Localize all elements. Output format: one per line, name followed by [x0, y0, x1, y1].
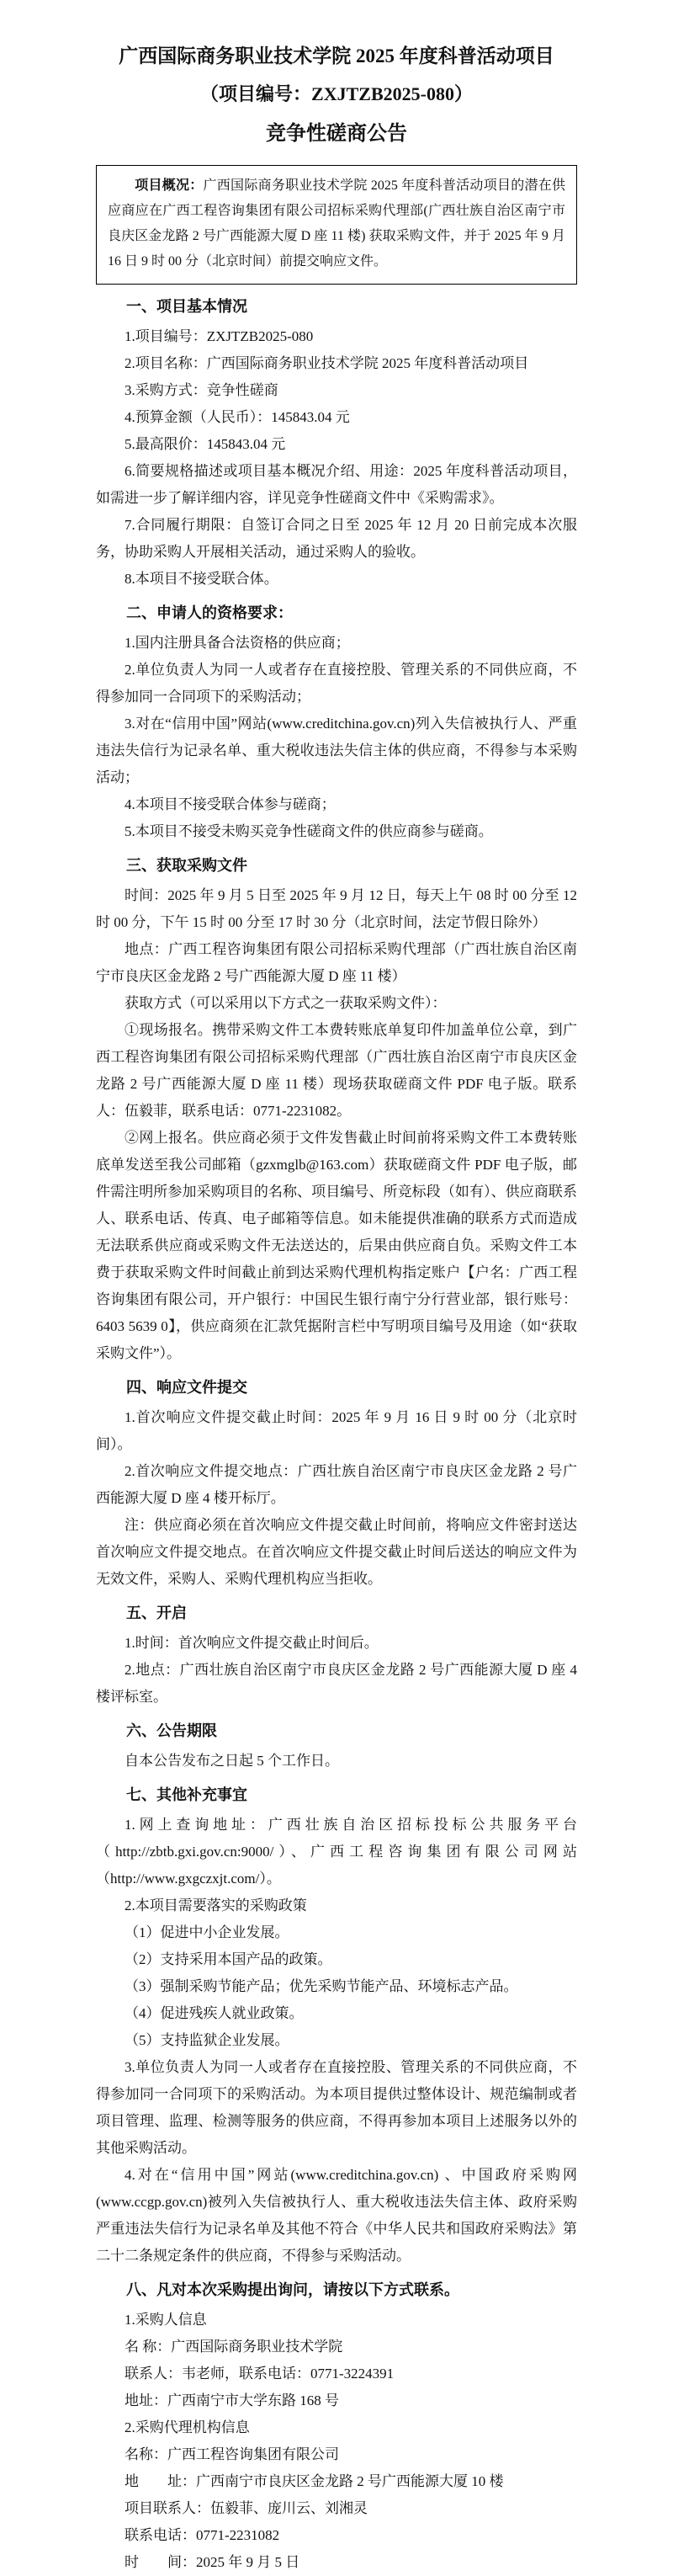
paragraph: 3.对在“信用中国”网站(www.creditchina.gov.cn)列入失信被执行人、严重违法失信行为记录名单、重大税收违法失信主体的供应商，不得参与本采购活动； — [96, 716, 577, 785]
document-title: 广西国际商务职业技术学院 2025 年度科普活动项目 — [119, 45, 554, 67]
paragraph: 时间：2025 年 9 月 5 日至 2025 年 9 月 12 日，每天上午 08 时 00 分至 12 时 00 分，下午 15 时 00 分至 17 时 30 分（北京时间，法定节假日除外） — [96, 887, 577, 930]
announcement-document — [96, 0, 577, 2576]
paragraph: 名称：广西工程咨询集团有限公司 — [125, 2446, 339, 2462]
paragraph: （3）强制采购节能产品；优先采购节能产品、环境标志产品。 — [125, 1978, 518, 1994]
paragraph: 1.采购人信息 — [125, 2312, 207, 2328]
paragraph: 注：供应商必须在首次响应文件提交截止时间前，将响应文件密封送达首次响应文件提交地点。在首次响应文件提交截止时间后送达的响应文件为无效文件，采购人、采购代理机构应当拒收。 — [96, 1517, 577, 1587]
section-heading: 八、凡对本次采购提出询问，请按以下方式联系。 — [126, 2281, 459, 2298]
document-body — [96, 293, 577, 2576]
paragraph: ①现场报名。携带采购文件工本费转账底单复印件加盖单位公章，到广西工程咨询集团有限公司招标采购代理部（广西壮族自治区南宁市良庆区金龙路 2 号广西能源大厦 D 座 11 楼）现场获取磋商文件 PDF 电子版。联系人：伍毅菲，联系电话：0771-2231082。 — [96, 1022, 577, 1119]
project-overview-label: 项目概况： — [135, 178, 204, 193]
paragraph: （2）支持采用本国产品的政策。 — [125, 1951, 332, 1967]
paragraph: 地 址：广西南宁市良庆区金龙路 2 号广西能源大厦 10 楼 — [125, 2473, 504, 2489]
section-heading: 五、开启 — [126, 1605, 187, 1621]
paragraph: 5.最高限价：145843.04 元 — [125, 436, 286, 452]
project-overview-box — [96, 165, 577, 285]
paragraph: 2.首次响应文件提交地点：广西壮族自治区南宁市良庆区金龙路 2 号广西能源大厦 D 座 4 楼开标厅。 — [96, 1463, 577, 1506]
section-heading: 七、其他补充事宜 — [126, 1786, 247, 1803]
paragraph: 1.时间：首次响应文件提交截止时间后。 — [125, 1635, 379, 1651]
paragraph: 2.单位负责人为同一人或者存在直接控股、管理关系的不同供应商，不得参加同一合同项下的采购活动； — [96, 662, 577, 705]
paragraph: 7.合同履行期限：自签订合同之日至 2025 年 12 月 20 日前完成本次服务，协助采购人开展相关活动，通过采购人的验收。 — [96, 517, 577, 560]
paragraph: （4）促进残疾人就业政策。 — [125, 2005, 304, 2021]
paragraph: 2.地点：广西壮族自治区南宁市良庆区金龙路 2 号广西能源大厦 D 座 4 楼评标室。 — [96, 1662, 577, 1705]
paragraph: 8.本项目不接受联合体。 — [125, 571, 278, 587]
paragraph: 2.本项目需要落实的采购政策 — [125, 1897, 307, 1913]
paragraph: 3.单位负责人为同一人或者存在直接控股、管理关系的不同供应商，不得参加同一合同项下的采购活动。为本项目提供过整体设计、规范编制或者项目管理、监理、检测等服务的供应商，不得再参加本项目上述服务以外的其他采购活动。 — [96, 2059, 577, 2156]
paragraph: 地址：广西南宁市大学东路 168 号 — [125, 2392, 339, 2408]
section-heading: 三、获取采购文件 — [126, 857, 247, 874]
paragraph: 4.本项目不接受联合体参与磋商； — [125, 796, 336, 812]
paragraph: 1.项目编号：ZXJTZB2025-080 — [125, 328, 314, 344]
paragraph: 地点：广西工程咨询集团有限公司招标采购代理部（广西壮族自治区南宁市良庆区金龙路 2 号广西能源大厦 D 座 11 楼） — [96, 941, 577, 984]
paragraph: 2.项目名称：广西国际商务职业技术学院 2025 年度科普活动项目 — [125, 355, 529, 371]
paragraph: ②网上报名。供应商必须于文件发售截止时间前将采购文件工本费转账底单发送至我公司邮箱（gzxmglb@163.com）获取磋商文件 PDF 电子版，邮件需注明所参加采购项目的名称、项目编号、所竞标段（如有）、供应商联系人、联系电话、传真、电子邮箱等信息。如未能提供准确的联系方式而造成无法联系供应商或采购文件无法送达的，后果由供应商自负。采购文件工本费于获取采购文件时间截止前到达采购代理机构指定账户【户名：广西工程咨询集团有限公司，开户银行：中国民生银行南宁分行营业部，银行账号：6403 5639 0】，供应商须在汇款凭据附言栏中写明项目编号及用途（如“获取采购文件”）。 — [96, 1130, 577, 1361]
paragraph: 2.采购代理机构信息 — [125, 2419, 250, 2435]
announcement-type-title: 竞争性磋商公告 — [266, 123, 407, 145]
project-overview-paragraph — [108, 173, 565, 274]
paragraph: 1.首次响应文件提交截止时间：2025 年 9 月 16 日 9 时 00 分（北京时间）。 — [96, 1409, 577, 1452]
project-number-subtitle: （项目编号：ZXJTZB2025-080） — [200, 83, 473, 104]
paragraph: 5.本项目不接受未购买竞争性磋商文件的供应商参与磋商。 — [125, 823, 493, 839]
section-heading: 四、响应文件提交 — [126, 1379, 247, 1396]
paragraph: 获取方式（可以采用以下方式之一获取采购文件）： — [125, 995, 447, 1011]
paragraph: 3.采购方式：竞争性磋商 — [125, 382, 278, 398]
section-heading: 六、公告期限 — [126, 1722, 217, 1739]
paragraph: 1.国内注册具备合法资格的供应商； — [125, 635, 350, 651]
paragraph: 联系电话：0771-2231082 — [125, 2527, 280, 2543]
document-title-block — [96, 37, 577, 155]
paragraph: 6.简要规格描述或项目基本概况介绍、用途：2025 年度科普活动项目，如需进一步了解详细内容，详见竞争性磋商文件中《采购需求》。 — [96, 463, 577, 506]
paragraph: 联系人：韦老师，联系电话：0771-3224391 — [125, 2366, 395, 2382]
paragraph: （5）支持监狱企业发展。 — [125, 2032, 289, 2048]
paragraph: 4.预算金额（人民币）：145843.04 元 — [125, 409, 350, 425]
paragraph: 4.对在“信用中国”网站(www.creditchina.gov.cn) 、中国政府采购网(www.ccgp.gov.cn)被列入失信被执行人、重大税收违法失信主体、政府采购严重违法失信行为记录名单及其他不符合《中华人民共和国政府采购法》第二十二条规定条件的供应商，不得参与采购活动。 — [96, 2167, 577, 2264]
paragraph: 自本公告发布之日起 5 个工作日。 — [125, 1753, 339, 1769]
paragraph: （1）促进中小企业发展。 — [125, 1924, 289, 1940]
paragraph: 时 间：2025 年 9 月 5 日 — [125, 2554, 300, 2570]
section-heading: 二、申请人的资格要求： — [126, 604, 293, 621]
paragraph: 1.网上查询地址：广西壮族自治区招标投标公共服务平台（http://zbtb.gxi.gov.cn:9000/）、广西工程咨询集团有限公司网站（http://www.gxgczxjt.com/）。 — [96, 1817, 577, 1887]
paragraph: 名 称：广西国际商务职业技术学院 — [125, 2339, 343, 2355]
project-overview-text: 广西国际商务职业技术学院 2025 年度科普活动项目的潜在供应商应在广西工程咨询集团有限公司招标采购代理部(广西壮族自治区南宁市良庆区金龙路 2 号广西能源大厦 D 座 11 楼) 获取采购文件，并于 2025 年 9 月 16 日 9 时 00 分（北京时间）前提交响应文件。 — [108, 178, 565, 269]
paragraph: 项目联系人：伍毅菲、庞川云、刘湘灵 — [125, 2500, 368, 2516]
section-heading: 一、项目基本情况 — [126, 298, 247, 315]
